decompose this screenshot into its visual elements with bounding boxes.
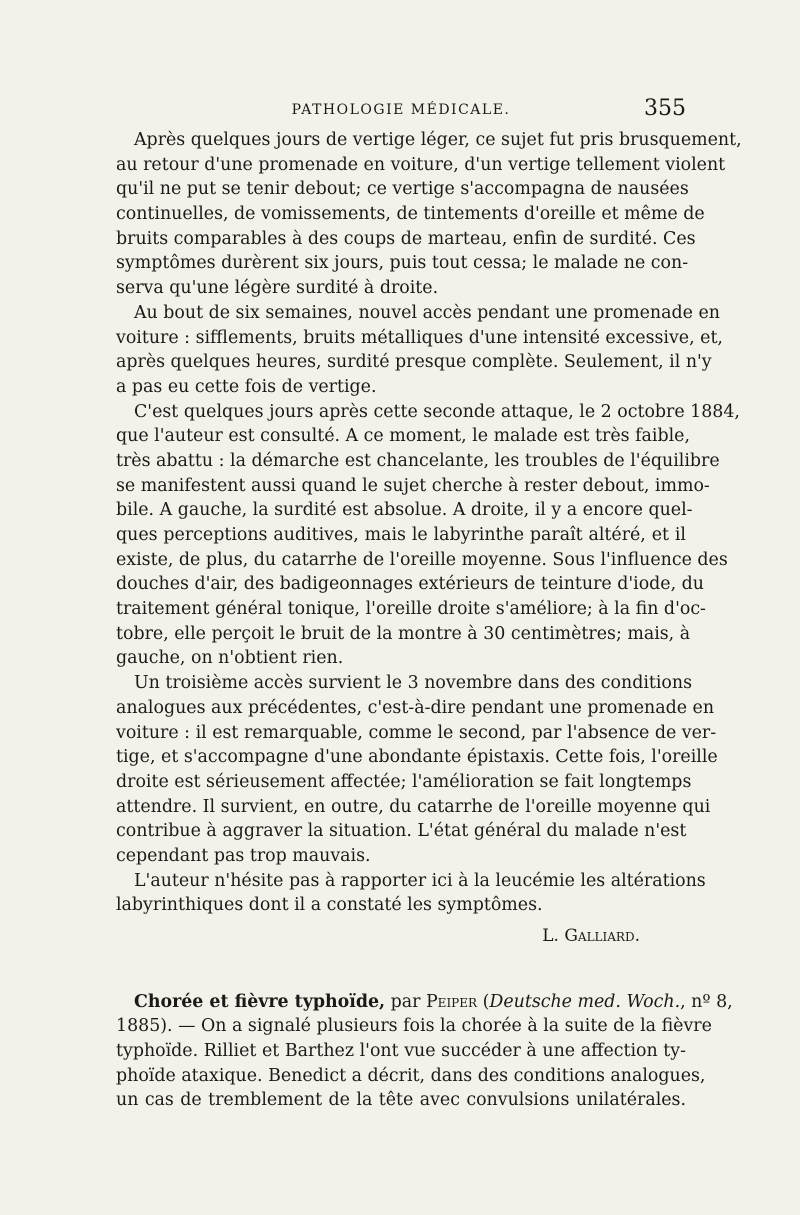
paragraph: [116, 869, 706, 918]
page-number: 355: [644, 96, 686, 121]
running-title: PATHOLOGIE MÉDICALE.: [291, 102, 511, 118]
signature: L. Galliard.: [542, 926, 640, 946]
text-line: serva qu'une légère surdité à droite.: [116, 278, 439, 299]
running-header: [116, 96, 686, 126]
article-first-line: [116, 990, 733, 1015]
article-line: phoïde ataxique. Benedict a décrit, dans des conditions analogues,: [116, 1065, 706, 1086]
text-line: voiture : sifflements, bruits métalliques d'une intensité excessive, et,: [116, 327, 723, 348]
text-line: symptômes durèrent six jours, puis tout cessa; le malade ne con-: [116, 253, 689, 274]
text-line: Un troisième accès survient le 3 novembre dans des conditions: [134, 673, 693, 694]
paragraph: [116, 128, 742, 301]
text-line: droite est sérieusement affectée; l'amélioration se fait longtemps: [116, 771, 692, 792]
text-line: traitement général tonique, l'oreille droite s'améliore; à la fin d'oc-: [116, 599, 706, 620]
text-line: existe, de plus, du catarrhe de l'oreille moyenne. Sous l'influence des: [116, 549, 728, 570]
text-line: Au bout de six semaines, nouvel accès pendant une promenade en: [134, 302, 720, 323]
text-line: qu'il ne put se tenir debout; ce vertige s'accompagna de nausées: [116, 179, 689, 200]
text-line: L'auteur n'hésite pas à rapporter ici à la leucémie les altérations: [134, 870, 706, 891]
article-author: Peiper: [425, 991, 478, 1012]
article-line: 1885). — On a signalé plusieurs fois la chorée à la suite de la fièvre: [116, 1016, 712, 1037]
text-line: attendre. Il survient, en outre, du catarrhe de l'oreille moyenne qui: [116, 796, 711, 817]
text-line: ques perceptions auditives, mais le labyrinthe paraît altéré, et il: [116, 525, 686, 545]
text-line: que l'auteur est consulté. A ce moment, le malade est très faible,: [116, 426, 690, 447]
article-line: un cas de tremblement de la tête avec convulsions unilatérales.: [116, 1090, 686, 1111]
article-title: Chorée et fièvre typhoïde,: [134, 991, 386, 1012]
paragraph: [116, 301, 723, 400]
page-body: [116, 128, 742, 1113]
text-line: analogues aux précédentes, c'est-à-dire pendant une promenade en: [116, 697, 715, 718]
text-line: labyrinthiques dont il a constaté les symptômes.: [116, 895, 543, 916]
paragraph: [116, 671, 718, 869]
text-line: très abattu : la démarche est chancelante, les troubles de l'équilibre: [116, 450, 720, 471]
article-line: typhoïde. Rilliet et Barthez l'ont vue succéder à une affection ty-: [116, 1041, 686, 1062]
text-line: Après quelques jours de vertige léger, ce sujet fut pris brusquement,: [134, 130, 742, 150]
text-line: continuelles, de vomissements, de tintements d'oreille et même de: [116, 204, 705, 225]
article-lines: [116, 1039, 706, 1113]
text-line: tobre, elle perçoit le bruit de la montre à 30 centimètres; mais, à: [116, 623, 691, 644]
text-line: a pas eu cette fois de vertige.: [116, 376, 377, 397]
article-open-paren: (: [477, 991, 490, 1012]
text-line: après quelques heures, surdité presque complète. Seulement, il n'y: [116, 352, 712, 373]
text-line: C'est quelques jours après cette seconde attaque, le 2 octobre 1884,: [134, 401, 740, 422]
text-line: bile. A gauche, la surdité est absolue. A droite, il y a encore quel-: [116, 500, 693, 521]
paragraph-list: [116, 128, 742, 918]
text-line: cependant pas trop mauvais.: [116, 845, 371, 866]
text-line: bruits comparables à des coups de marteau, enfin de surdité. Ces: [116, 228, 696, 249]
text-line: gauche, on n'obtient rien.: [116, 648, 344, 669]
text-line: tige, et s'accompagne d'une abondante épistaxis. Cette fois, l'oreille: [116, 747, 718, 768]
article-choree: [116, 990, 733, 1113]
text-line: au retour d'une promenade en voiture, d'un vertige tellement violent: [116, 154, 726, 175]
article-by: par: [385, 991, 426, 1012]
text-line: se manifestent aussi quand le sujet cherche à rester debout, immo-: [116, 475, 710, 496]
article-ref: , nº 8,: [680, 991, 733, 1012]
text-line: douches d'air, des badigeonnages extérieurs de teinture d'iode, du: [116, 574, 704, 595]
text-line: voiture : il est remarquable, comme le second, par l'absence de ver-: [116, 722, 717, 743]
paragraph: [116, 400, 740, 672]
article-journal: Deutsche med. Woch.: [489, 991, 681, 1012]
text-line: contribue à aggraver la situation. L'état général du malade n'est: [116, 821, 687, 842]
